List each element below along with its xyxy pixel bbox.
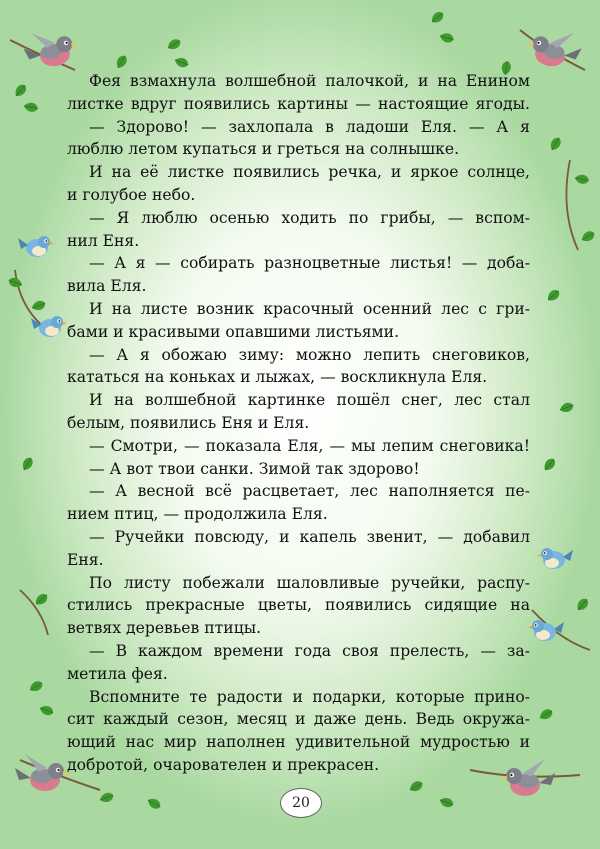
text-line: метила фея. bbox=[67, 664, 168, 683]
page-number: 20 bbox=[280, 788, 322, 818]
text-line: стились прекрасные цветы, появились сидящие на bbox=[67, 596, 530, 615]
text-line: бами и красивыми опавшими листьями. bbox=[67, 322, 400, 341]
text-line: — В каждом времени года своя прелесть, — за- bbox=[89, 641, 530, 660]
text-line: И на волшебной картинке пошёл снег, лес стал bbox=[89, 391, 530, 410]
text-line: — Здорово! — захлопала в ладоши Еля. — А я bbox=[89, 117, 530, 136]
story-text bbox=[67, 70, 530, 777]
text-line: сит каждый сезон, месяц и даже день. Ведь окружа- bbox=[67, 710, 530, 729]
text-line: — А я — собирать разноцветные листья! — доба- bbox=[89, 254, 530, 273]
right-branches bbox=[528, 136, 596, 722]
text-line: — А весной всё расцветает, лес наполняется пе- bbox=[89, 482, 530, 501]
text-line: люблю летом купаться и греться на солнышке. bbox=[67, 140, 460, 159]
text-line: — Я люблю осенью ходить по грибы, — вспом- bbox=[89, 208, 530, 227]
text-line: нием птиц, — продолжила Еля. bbox=[67, 505, 328, 524]
text-line: и голубое небо. bbox=[67, 185, 196, 204]
text-line: кататься на коньках и лыжах, — воскликнула Еля. bbox=[67, 368, 488, 387]
text-line: И на её листке появились речка, и яркое солнце, bbox=[89, 163, 530, 182]
text-line: вила Еля. bbox=[67, 277, 147, 296]
text-line: — А вот твои санки. Зимой так здорово! bbox=[89, 459, 420, 478]
text-line: белым, появились Еня и Еля. bbox=[67, 413, 310, 432]
text-line: И на листе возник красочный осенний лес с гри- bbox=[89, 299, 530, 318]
text-line: — Смотри, — показала Еля, — мы лепим снеговика! bbox=[89, 436, 530, 455]
text-line: — Ручейки повсюду, и капель звенит, — добавил bbox=[89, 527, 530, 546]
text-line: нил Еня. bbox=[67, 231, 140, 250]
text-line: листке вдруг появились картины — настоящие ягоды. bbox=[67, 94, 530, 113]
bird-top-left bbox=[10, 25, 190, 71]
text-line: Фея взмахнула волшебной палочкой, и на Енином bbox=[89, 72, 530, 90]
text-line: Еня. bbox=[67, 550, 104, 569]
left-branches bbox=[7, 82, 67, 717]
text-line: Вспомните те радости и подарки, которые прино- bbox=[89, 687, 530, 706]
text-line: добротой, очарователен и прекрасен. bbox=[67, 755, 380, 774]
bird-top-right bbox=[429, 10, 585, 76]
text-line: ветвях деревьев птицы. bbox=[67, 619, 262, 638]
text-line: По листу побежали шаловливые ручейки, распу- bbox=[89, 573, 530, 592]
text-line: — А я обожаю зиму: можно лепить снеговиков, bbox=[89, 345, 530, 364]
text-line: ющий нас мир наполнен удивительной мудростью и bbox=[67, 733, 530, 752]
